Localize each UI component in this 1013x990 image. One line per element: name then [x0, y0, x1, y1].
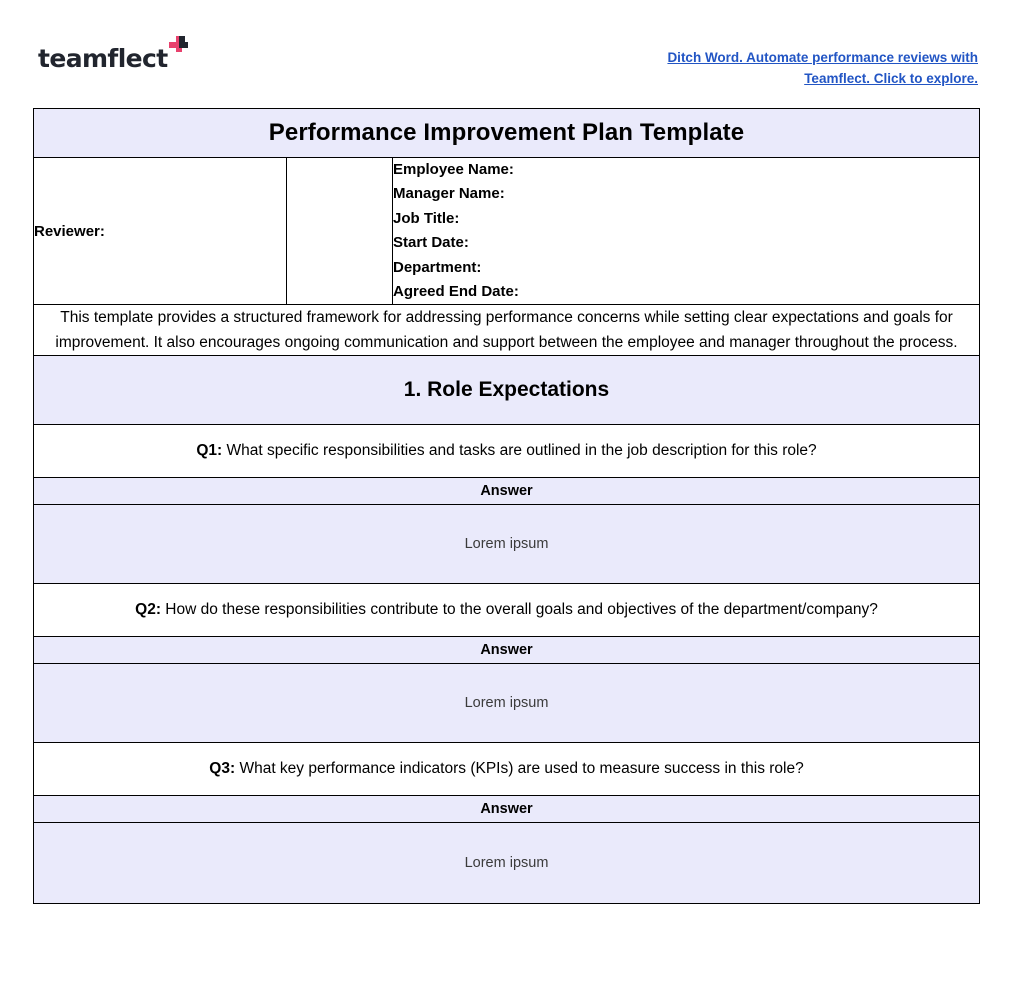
question-q1	[34, 425, 980, 478]
table-row	[34, 425, 980, 478]
table-row	[34, 505, 980, 584]
question-text-q2: How do these responsibilities contribute to the overall goals and objectives of the department/company?	[160, 601, 878, 619]
answer-field-q1[interactable]: Lorem ipsum	[34, 505, 980, 584]
field-start-date: Start Date:	[393, 234, 469, 252]
teamflect-logo[interactable]	[38, 46, 189, 71]
table-row	[34, 478, 980, 505]
question-number-q2: Q2:	[135, 601, 161, 619]
plus-icon	[169, 36, 189, 56]
spacer-cell[interactable]	[287, 158, 393, 305]
table-row	[34, 637, 980, 664]
field-department: Department:	[393, 258, 482, 276]
table-row	[34, 796, 980, 823]
field-employee-name: Employee Name:	[393, 161, 514, 178]
question-text-q1: What specific responsibilities and tasks are outlined in the job description for this role?	[222, 442, 817, 460]
answer-header-q1: Answer	[34, 478, 980, 505]
field-job-title: Job Title:	[393, 209, 460, 227]
answer-header-q2: Answer	[34, 637, 980, 664]
answer-header-q3: Answer	[34, 796, 980, 823]
description-text: This template provides a structured framework for addressing performance concerns while setting clear expectations and goals for improvement. It also encourages ongoing communication and support between the employee and manager throughout the process.	[34, 305, 980, 356]
section-heading-role-expectations: 1. Role Expectations	[34, 356, 980, 425]
promo-link[interactable]: Ditch Word. Automate performance reviews with Teamflect. Click to explore.	[667, 50, 978, 86]
reviewer-cell[interactable]: Reviewer:	[34, 158, 287, 305]
table-row	[34, 584, 980, 637]
table-row	[34, 664, 980, 743]
table-row	[34, 823, 980, 904]
logo-wordmark: teamflect	[38, 44, 168, 73]
pip-template-table	[33, 108, 980, 904]
field-manager-name: Manager Name:	[393, 185, 505, 203]
table-row	[34, 158, 980, 305]
answer-field-q3[interactable]: Lorem ipsum	[34, 823, 980, 904]
table-row	[34, 109, 980, 158]
page-title: Performance Improvement Plan Template	[34, 109, 980, 158]
answer-field-q2[interactable]: Lorem ipsum	[34, 664, 980, 743]
table-row	[34, 305, 980, 356]
table-row	[34, 356, 980, 425]
question-text-q3: What key performance indicators (KPIs) are used to measure success in this role?	[235, 760, 804, 778]
question-number-q3: Q3:	[209, 760, 236, 778]
page-header	[0, 0, 1013, 100]
field-agreed-end-date: Agreed End Date:	[393, 283, 519, 301]
employee-fields-cell[interactable]	[393, 158, 980, 305]
question-q3	[34, 743, 980, 796]
question-number-q1: Q1:	[196, 442, 223, 460]
table-row	[34, 743, 980, 796]
question-q2	[34, 584, 980, 637]
